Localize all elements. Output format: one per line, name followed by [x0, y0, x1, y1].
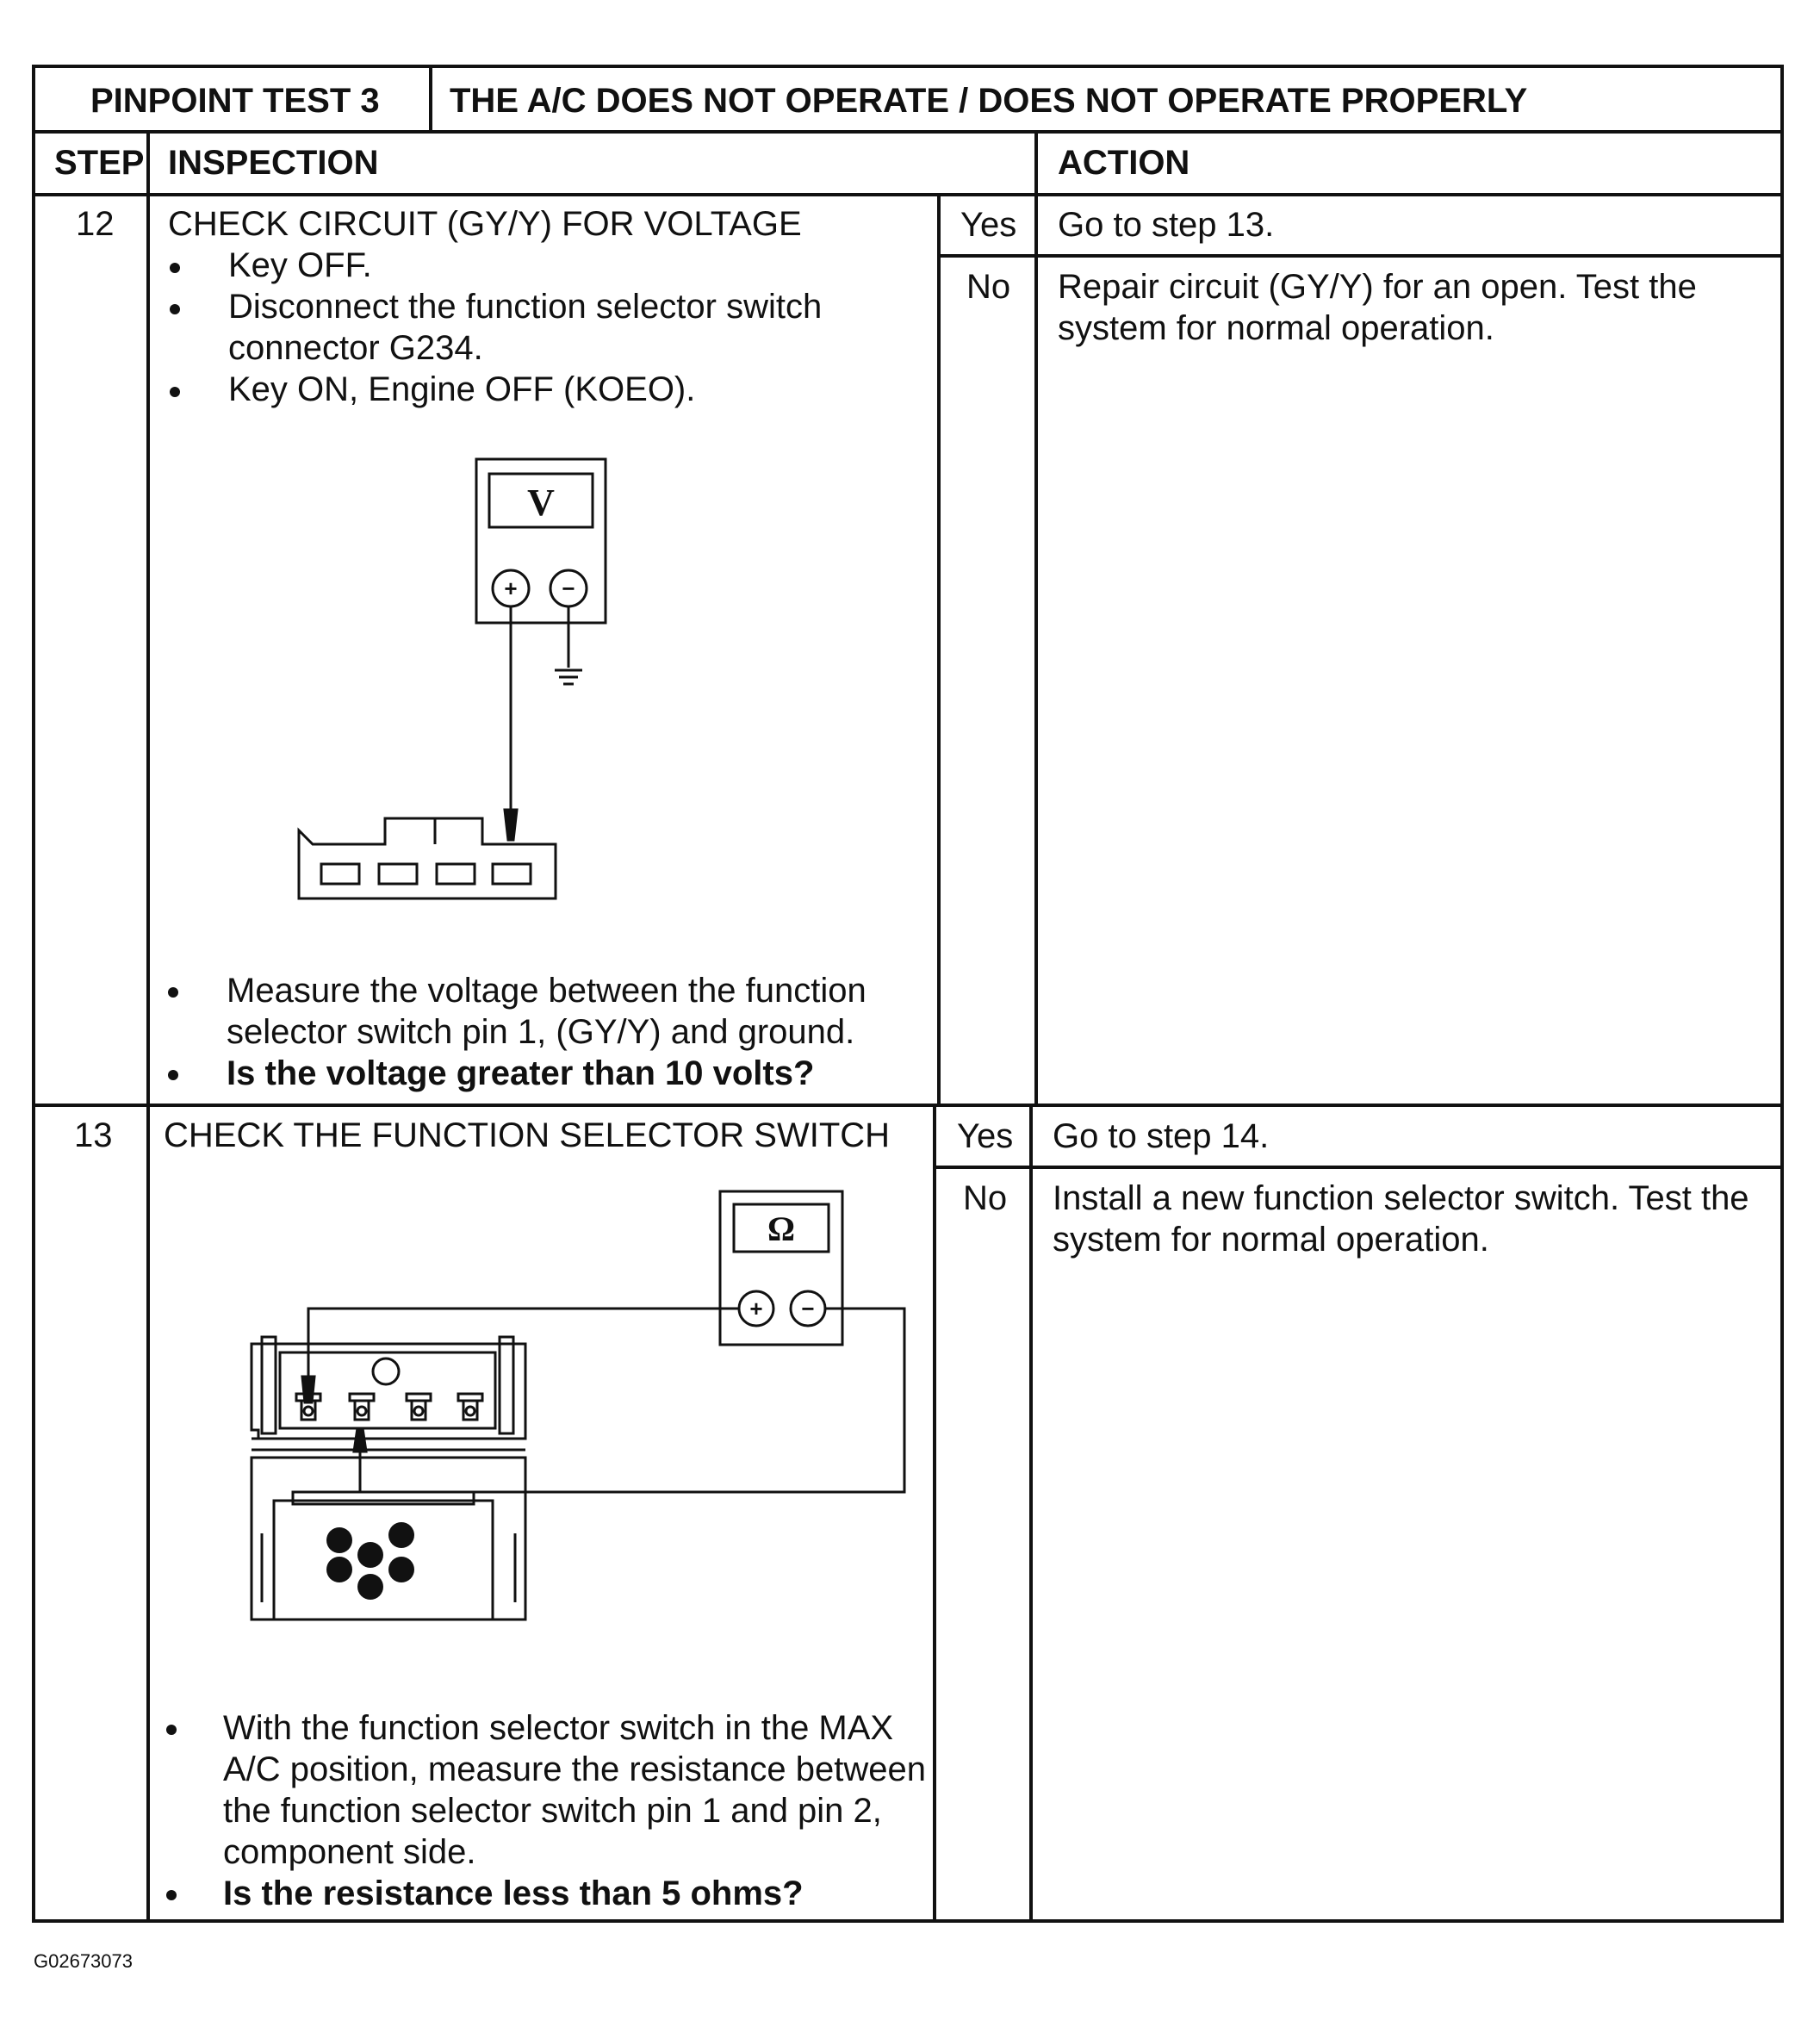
step-title: CHECK THE FUNCTION SELECTOR SWITCH: [164, 1116, 891, 1154]
instruction-line: component side.: [223, 1833, 476, 1871]
pinpoint-test-id: PINPOINT TEST 3: [90, 82, 380, 120]
column-header-step: STEP: [54, 144, 145, 182]
no-action-line: system for normal operation.: [1058, 309, 1494, 347]
minus-label: −: [562, 575, 575, 601]
voltmeter-diagram: [284, 448, 646, 913]
pinpoint-test-title: THE A/C DOES NOT OPERATE / DOES NOT OPERATE PROPERLY: [450, 82, 1528, 120]
bullet: [170, 263, 180, 273]
ohm-symbol: Ω: [767, 1209, 796, 1248]
voltmeter-symbol: V: [527, 482, 555, 524]
yes-label: Yes: [960, 206, 1017, 244]
step-question: Is the voltage greater than 10 volts?: [227, 1054, 815, 1092]
yes-label: Yes: [957, 1117, 1014, 1155]
instruction-line: connector G234.: [228, 329, 483, 367]
bullet: [168, 1070, 178, 1080]
plus-label: +: [749, 1296, 763, 1321]
ohmmeter-diagram: [241, 1180, 922, 1637]
instruction-line: A/C position, measure the resistance between: [223, 1750, 926, 1788]
instruction-line: Disconnect the function selector switch: [228, 288, 823, 326]
bullet: [170, 387, 180, 397]
yes-action: Go to step 13.: [1058, 206, 1275, 244]
connector-g234: [299, 818, 556, 898]
no-action-line: Repair circuit (GY/Y) for an open. Test the: [1058, 268, 1697, 306]
instruction-line: Measure the voltage between the function: [227, 972, 867, 1010]
no-label: No: [963, 1179, 1008, 1217]
instruction-line: the function selector switch pin 1 and pin 2,: [223, 1792, 882, 1830]
instruction-line: With the function selector switch in the MAX: [223, 1709, 894, 1747]
bullet: [170, 304, 180, 314]
step-number: 12: [76, 205, 115, 243]
instruction-line: selector switch pin 1, (GY/Y) and ground.: [227, 1013, 855, 1051]
yes-action: Go to step 14.: [1053, 1117, 1270, 1155]
no-label: No: [966, 268, 1011, 306]
bullet: [166, 1725, 177, 1735]
step-title: CHECK CIRCUIT (GY/Y) FOR VOLTAGE: [168, 205, 802, 243]
bullet: [168, 987, 178, 998]
bullet: [166, 1890, 177, 1900]
instruction-line: Key ON, Engine OFF (KOEO).: [228, 370, 696, 408]
no-action-line: Install a new function selector switch. Test the: [1053, 1179, 1749, 1217]
column-header-action: ACTION: [1058, 144, 1190, 182]
column-header-inspection: INSPECTION: [168, 144, 379, 182]
instruction-line: Key OFF.: [228, 246, 372, 284]
minus-label: −: [801, 1296, 815, 1321]
no-action-line: system for normal operation.: [1053, 1221, 1489, 1259]
plus-label: +: [504, 575, 518, 601]
step-question: Is the resistance less than 5 ohms?: [223, 1874, 804, 1912]
figure-code: G02673073: [34, 1950, 133, 1972]
step-number: 13: [74, 1116, 113, 1154]
